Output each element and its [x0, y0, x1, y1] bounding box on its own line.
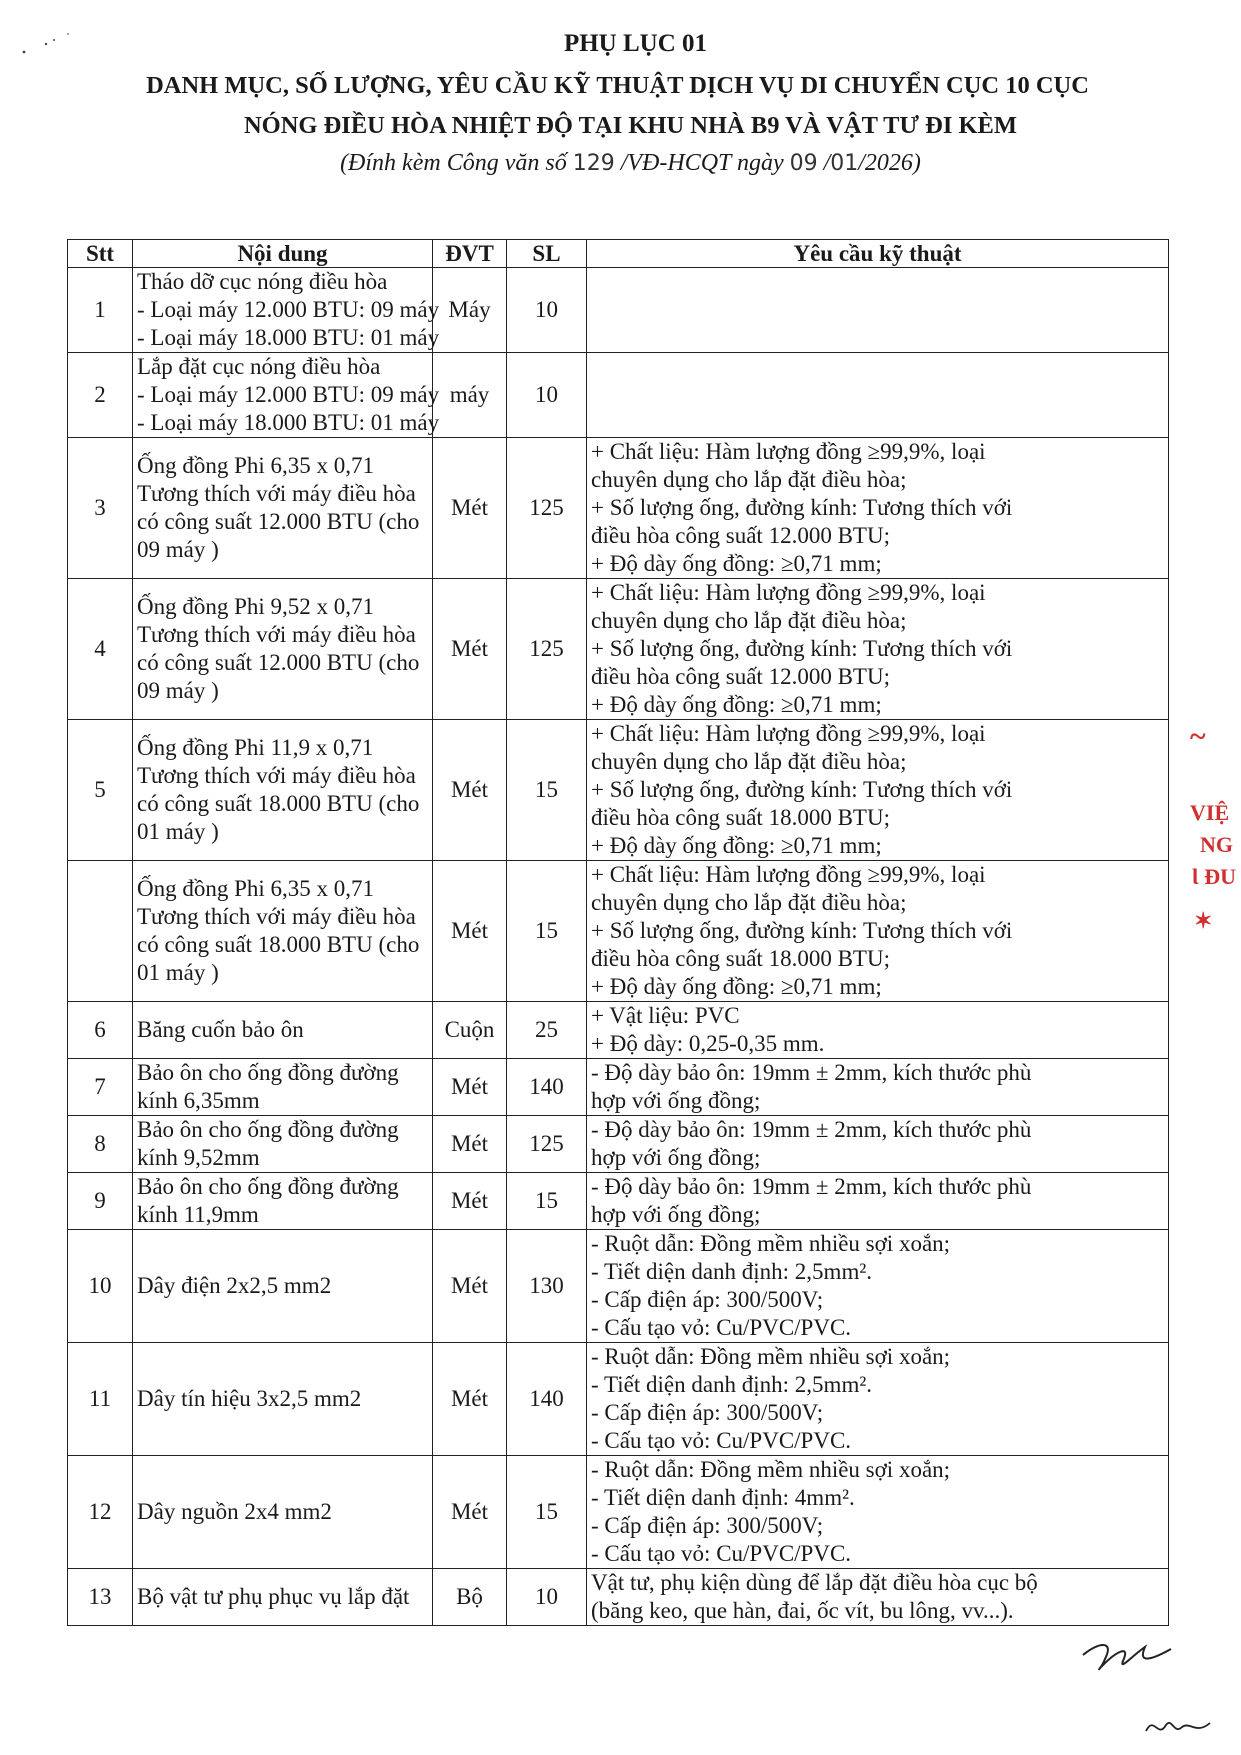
- cell-content: [133, 353, 440, 438]
- cell-requirements: [587, 438, 1169, 579]
- cell-stt: 3: [68, 438, 133, 579]
- table-row: [68, 1173, 1169, 1230]
- cell-requirements: [587, 1456, 1169, 1569]
- cell-requirements: [587, 1569, 1169, 1626]
- cell-requirements-line: + Số lượng ống, đường kính: Tương thích với: [591, 918, 1013, 943]
- cell-requirements-line: - Cấp điện áp: 300/500V;: [591, 1513, 824, 1538]
- attach-prefix: (Đính kèm Công văn số: [340, 150, 573, 176]
- cell-stt: 13: [68, 1569, 133, 1626]
- stamp-text-3: Ɩ ĐU: [1192, 864, 1237, 889]
- table-row: [68, 1456, 1169, 1569]
- col-header-unit: ĐVT: [433, 240, 507, 268]
- stamp-text-1: VIỆ: [1190, 800, 1230, 825]
- cell-unit: Cuộn: [433, 1002, 507, 1059]
- cell-content-line: Dây tín hiệu 3x2,5 mm2: [137, 1386, 362, 1411]
- cell-requirements-line: + Chất liệu: Hàm lượng đồng ≥99,9%, loại: [591, 580, 986, 605]
- cell-requirements-line: + Chất liệu: Hàm lượng đồng ≥99,9%, loại: [591, 862, 986, 887]
- cell-qty: 10: [507, 1569, 587, 1626]
- cell-unit: Mét: [433, 579, 507, 720]
- cell-requirements-line: Vật tư, phụ kiện dùng để lắp đặt điều hòa cục bộ: [591, 1570, 1038, 1595]
- col-header-content: Nội dung: [133, 240, 433, 268]
- cell-requirements-line: - Độ dày bảo ôn: 19mm ± 2mm, kích thước phù: [591, 1060, 1032, 1085]
- cell-qty: 15: [507, 1456, 587, 1569]
- cell-unit: Mét: [433, 1059, 507, 1116]
- cell-stt: 11: [68, 1343, 133, 1456]
- cell-content: [133, 1343, 433, 1456]
- cell-qty: 15: [507, 861, 587, 1002]
- cell-requirements: [587, 579, 1169, 720]
- table-row: [68, 1343, 1169, 1456]
- cell-content: [133, 268, 440, 353]
- table-body: [68, 268, 1169, 1626]
- table-row: [68, 1059, 1169, 1116]
- stamp-text-2: NG: [1200, 832, 1233, 857]
- cell-stt: 1: [68, 268, 133, 353]
- table-row: [68, 1002, 1169, 1059]
- cell-content-line: có công suất 18.000 BTU (cho: [137, 791, 420, 816]
- appendix-title: PHỤ LỤC 01: [563, 30, 708, 57]
- cell-stt: 2: [68, 353, 133, 438]
- cell-content-line: Tương thích với máy điều hòa: [137, 763, 416, 788]
- cell-requirements-line: - Cấp điện áp: 300/500V;: [591, 1287, 824, 1312]
- cell-requirements-line: + Độ dày: 0,25-0,35 mm.: [591, 1031, 825, 1056]
- cell-requirements-line: + Số lượng ống, đường kính: Tương thích với: [591, 777, 1013, 802]
- cell-stt: 6: [68, 1002, 133, 1059]
- cell-unit: Mét: [433, 438, 507, 579]
- cell-unit: Máy: [433, 268, 507, 353]
- table-row: [68, 861, 1169, 1002]
- cell-content-line: Ống đồng Phi 6,35 x 0,71: [137, 876, 375, 901]
- cell-content-line: có công suất 18.000 BTU (cho: [137, 932, 420, 957]
- scan-specks: [20, 30, 80, 60]
- cell-qty: 130: [507, 1230, 587, 1343]
- cell-content: [133, 1002, 433, 1059]
- date-month: 01: [830, 151, 859, 176]
- cell-content-line: Ống đồng Phi 6,35 x 0,71: [137, 453, 375, 478]
- table-row: [68, 438, 1169, 579]
- signature-initials-1: [1075, 1625, 1185, 1685]
- table-header-row: [68, 240, 1169, 268]
- cell-content-line: kính 6,35mm: [137, 1088, 260, 1113]
- cell-requirements-line: + Độ dày ống đồng: ≥0,71 mm;: [591, 833, 882, 858]
- cell-unit: Mét: [433, 1173, 507, 1230]
- cell-requirements-line: + Chất liệu: Hàm lượng đồng ≥99,9%, loại: [591, 721, 986, 746]
- cell-content: [133, 861, 433, 1002]
- cell-requirements-line: + Chất liệu: Hàm lượng đồng ≥99,9%, loại: [591, 439, 986, 464]
- stamp-star-icon: ✶: [1194, 908, 1213, 933]
- cell-stt: 10: [68, 1230, 133, 1343]
- cell-qty: 140: [507, 1059, 587, 1116]
- cell-content-line: có công suất 12.000 BTU (cho: [137, 650, 420, 675]
- col-header-stt: Stt: [68, 240, 133, 268]
- cell-content-line: Tương thích với máy điều hòa: [137, 481, 416, 506]
- cell-content-line: kính 11,9mm: [137, 1202, 259, 1227]
- cell-requirements-line: điều hòa công suất 12.000 BTU;: [591, 523, 890, 548]
- cell-stt: 4: [68, 579, 133, 720]
- cell-content-line: kính 9,52mm: [137, 1145, 260, 1170]
- cell-unit: Mét: [433, 720, 507, 861]
- cell-qty: 125: [507, 1116, 587, 1173]
- cell-requirements-line: + Số lượng ống, đường kính: Tương thích với: [591, 495, 1013, 520]
- cell-content: [133, 1173, 433, 1230]
- cell-requirements-line: - Cấu tạo vỏ: Cu/PVC/PVC.: [591, 1541, 852, 1566]
- col-header-qty: SL: [507, 240, 587, 268]
- cell-content: [133, 438, 433, 579]
- cell-qty: 25: [507, 1002, 587, 1059]
- cell-requirements: [587, 1343, 1169, 1456]
- cell-qty: 140: [507, 1343, 587, 1456]
- cell-content-line: có công suất 12.000 BTU (cho: [137, 509, 420, 534]
- cell-content-line: 01 máy ): [137, 960, 219, 985]
- cell-content-line: Lắp đặt cục nóng điều hòa: [137, 354, 381, 379]
- table-row: [68, 1569, 1169, 1626]
- cell-unit: Mét: [433, 1456, 507, 1569]
- cell-requirements: [587, 1230, 1169, 1343]
- document-number: 129: [572, 151, 615, 176]
- cell-content-line: Tương thích với máy điều hòa: [137, 904, 416, 929]
- cell-content-line: 09 máy ): [137, 537, 219, 562]
- cell-requirements: [587, 1116, 1169, 1173]
- cell-stt: 12: [68, 1456, 133, 1569]
- heading-line-1: DANH MỤC, SỐ LƯỢNG, YÊU CẦU KỸ THUẬT DỊCH VỤ DI CHUYỂN CỤC 10 CỤC: [146, 72, 1089, 99]
- cell-requirements: [587, 720, 1169, 861]
- cell-content: [133, 1569, 433, 1626]
- cell-requirements: [587, 1173, 1169, 1230]
- cell-unit: Bộ: [433, 1569, 507, 1626]
- cell-requirements-line: chuyên dụng cho lắp đặt điều hòa;: [591, 608, 907, 633]
- cell-qty: 125: [507, 579, 587, 720]
- table-row: [68, 720, 1169, 861]
- cell-content-line: Dây điện 2x2,5 mm2: [137, 1273, 332, 1298]
- cell-content-line: Bảo ôn cho ống đồng đường: [137, 1060, 399, 1085]
- cell-requirements-line: hợp với ống đồng;: [591, 1145, 761, 1170]
- cell-qty: 10: [507, 268, 587, 353]
- cell-stt: [68, 861, 133, 1002]
- cell-requirements-line: + Số lượng ống, đường kính: Tương thích với: [591, 636, 1013, 661]
- table-row: [68, 268, 1169, 353]
- cell-requirements-line: - Tiết diện danh định: 2,5mm².: [591, 1259, 872, 1284]
- cell-requirements-line: hợp với ống đồng;: [591, 1088, 761, 1113]
- cell-content-line: Bảo ôn cho ống đồng đường: [137, 1117, 399, 1142]
- cell-content-line: Tháo dỡ cục nóng điều hòa: [137, 269, 388, 294]
- cell-content-line: - Loại máy 12.000 BTU: 09 máy: [137, 297, 440, 322]
- cell-unit: máy: [433, 353, 507, 438]
- attach-middle: /VĐ-HCQT ngày: [614, 150, 790, 176]
- cell-content-line: Ống đồng Phi 9,52 x 0,71: [137, 594, 375, 619]
- cell-requirements: [587, 1059, 1169, 1116]
- date-year: /2026): [858, 150, 921, 176]
- cell-stt: 8: [68, 1116, 133, 1173]
- cell-requirements-line: điều hòa công suất 18.000 BTU;: [591, 805, 890, 830]
- heading-line-2: NÓNG ĐIỀU HÒA NHIỆT ĐỘ TẠI KHU NHÀ B9 VÀ VẬT TƯ ĐI KÈM: [243, 112, 1018, 139]
- cell-content-line: Bộ vật tư phụ phục vụ lắp đặt: [137, 1584, 410, 1609]
- cell-content: [133, 720, 433, 861]
- table-row: [68, 1230, 1169, 1343]
- cell-requirements-line: chuyên dụng cho lắp đặt điều hòa;: [591, 890, 907, 915]
- stamp-mark: ~: [1190, 720, 1206, 753]
- cell-content-line: Bảo ôn cho ống đồng đường: [137, 1174, 399, 1199]
- cell-content-line: 01 máy ): [137, 819, 219, 844]
- cell-requirements-line: - Ruột dẫn: Đồng mềm nhiều sợi xoắn;: [591, 1457, 951, 1482]
- attachment-note: [10, 150, 1241, 177]
- cell-content: [133, 1456, 433, 1569]
- cell-unit: Mét: [433, 1230, 507, 1343]
- cell-content-line: Ống đồng Phi 11,9 x 0,71: [137, 735, 374, 760]
- col-header-requirements: Yêu cầu kỹ thuật: [587, 240, 1169, 268]
- cell-requirements-line: - Cấu tạo vỏ: Cu/PVC/PVC.: [591, 1428, 852, 1453]
- cell-requirements-line: - Cấp điện áp: 300/500V;: [591, 1400, 824, 1425]
- cell-requirements-line: điều hòa công suất 18.000 BTU;: [591, 946, 890, 971]
- red-stamp-fragment: [1190, 720, 1241, 940]
- cell-content: [133, 579, 433, 720]
- cell-content-line: - Loại máy 18.000 BTU: 01 máy: [137, 325, 440, 350]
- cell-content: [133, 1116, 433, 1173]
- cell-qty: 125: [507, 438, 587, 579]
- cell-content-line: - Loại máy 12.000 BTU: 09 máy: [137, 382, 440, 407]
- signature-initials-2: [1140, 1705, 1220, 1745]
- table-row: [68, 579, 1169, 720]
- cell-requirements-line: - Cấu tạo vỏ: Cu/PVC/PVC.: [591, 1315, 852, 1340]
- cell-qty: 10: [507, 353, 587, 438]
- cell-qty: 15: [507, 1173, 587, 1230]
- cell-unit: Mét: [433, 1343, 507, 1456]
- cell-stt: 5: [68, 720, 133, 861]
- cell-requirements-line: - Độ dày bảo ôn: 19mm ± 2mm, kích thước phù: [591, 1174, 1032, 1199]
- cell-requirements-line: - Ruột dẫn: Đồng mềm nhiều sợi xoắn;: [591, 1344, 951, 1369]
- cell-content-line: Băng cuốn bảo ôn: [137, 1017, 304, 1042]
- date-day: 09: [789, 151, 818, 176]
- cell-requirements: [587, 1002, 1169, 1059]
- cell-unit: Mét: [433, 1116, 507, 1173]
- cell-requirements-line: + Độ dày ống đồng: ≥0,71 mm;: [591, 551, 882, 576]
- cell-requirements: [587, 353, 1169, 438]
- date-sep: /: [817, 150, 831, 176]
- requirements-table: [67, 239, 1169, 1626]
- cell-stt: 7: [68, 1059, 133, 1116]
- cell-content: [133, 1059, 433, 1116]
- cell-stt: 9: [68, 1173, 133, 1230]
- cell-content: [133, 1230, 433, 1343]
- cell-requirements-line: + Vật liệu: PVC: [591, 1003, 740, 1028]
- cell-content-line: - Loại máy 18.000 BTU: 01 máy: [137, 410, 440, 435]
- cell-requirements: [587, 861, 1169, 1002]
- cell-requirements-line: hợp với ống đồng;: [591, 1202, 761, 1227]
- cell-requirements-line: - Ruột dẫn: Đồng mềm nhiều sợi xoắn;: [591, 1231, 951, 1256]
- cell-content-line: Tương thích với máy điều hòa: [137, 622, 416, 647]
- cell-requirements-line: - Độ dày bảo ôn: 19mm ± 2mm, kích thước phù: [591, 1117, 1032, 1142]
- cell-unit: Mét: [433, 861, 507, 1002]
- cell-requirements-line: - Tiết diện danh định: 2,5mm².: [591, 1372, 872, 1397]
- cell-requirements-line: + Độ dày ống đồng: ≥0,71 mm;: [591, 692, 882, 717]
- cell-requirements-line: chuyên dụng cho lắp đặt điều hòa;: [591, 467, 907, 492]
- cell-content-line: 09 máy ): [137, 678, 219, 703]
- cell-content-line: Dây nguồn 2x4 mm2: [137, 1499, 332, 1524]
- cell-requirements-line: + Độ dày ống đồng: ≥0,71 mm;: [591, 974, 882, 999]
- table-row: [68, 1116, 1169, 1173]
- cell-qty: 15: [507, 720, 587, 861]
- cell-requirements-line: (băng keo, que hàn, đai, ốc vít, bu lông, vv...).: [591, 1598, 1014, 1623]
- cell-requirements-line: chuyên dụng cho lắp đặt điều hòa;: [591, 749, 907, 774]
- cell-requirements-line: - Tiết diện danh định: 4mm².: [591, 1485, 855, 1510]
- cell-requirements-line: điều hòa công suất 12.000 BTU;: [591, 664, 890, 689]
- table-row: [68, 353, 1169, 438]
- cell-requirements: [587, 268, 1169, 353]
